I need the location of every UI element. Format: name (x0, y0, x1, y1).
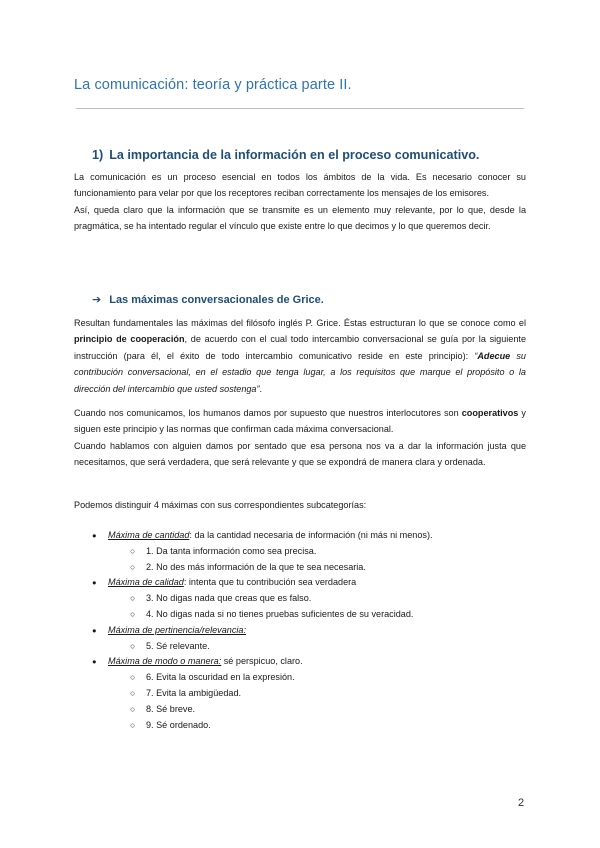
text-run: Resultan fundamentales las máximas del filósofo inglés P. Grice. Éstas estructuran lo que se conoce como el (74, 318, 526, 328)
maxim-desc: : intenta que tu contribución sea verdadera (183, 577, 357, 588)
text-run: , de acuerdo con el cual todo intercambio conversacional se guía por la siguiente instrucción (para él, el éxito de todo intercambio comunicativo reside en este principio): (74, 334, 527, 361)
cooperation-paragraphs (74, 405, 526, 471)
list-intro (74, 497, 526, 513)
paragraph: Podemos distinguir 4 máximas con sus correspondientes subcategorías: (74, 500, 367, 510)
arrow-icon: ➔ (92, 294, 102, 306)
list-item (92, 528, 522, 575)
paragraph: Cuando hablamos con alguien damos por sentado que esa persona nos va a dar la información justa que necesitamos, que será verdadera, que será relevante y que se expondrá de manera clara y ordenada. (74, 440, 526, 468)
text-run: . (259, 383, 263, 394)
bold-term: cooperativos (461, 408, 519, 418)
paragraph (74, 405, 526, 438)
sub-list (108, 670, 522, 733)
sub-list-item: ○ 9. Sé ordenado. (108, 718, 522, 734)
sub-list (108, 639, 522, 655)
sub-list-item: ○ 6. Evita la oscuridad en la expresión. (108, 670, 522, 686)
sub-list-item: ○ 5. Sé relevante. (108, 639, 522, 655)
page-number: 2 (518, 797, 525, 809)
text-run: Cuando nos comunicamos, los humanos damos por supuesto que nuestros interlocutores son (74, 408, 462, 418)
subsection-heading-text: Las máximas conversacionales de Grice. (109, 294, 324, 306)
maxim-name: Máxima de modo o manera: (108, 656, 222, 667)
paragraph (74, 315, 526, 397)
quote-mark: “ (474, 350, 478, 361)
section1-body (74, 169, 526, 235)
sub-list-item: ○ 4. No digas nada si no tienes pruebas suficientes de su veracidad. (108, 607, 522, 623)
sub-list-item: ○ 2. No des más información de la que te sea necesaria. (108, 560, 522, 576)
sub-list (108, 544, 522, 576)
list-item (92, 654, 522, 733)
sub-list (108, 591, 522, 623)
maxim-desc: sé perspicuo, claro. (221, 656, 303, 667)
sub-list-item: ○ 3. No digas nada que creas que es falso. (108, 591, 522, 607)
maxims-list (92, 528, 522, 733)
subsection-heading (92, 293, 324, 306)
quote-bold: Adecue (477, 350, 511, 361)
quote-text: su contribución conversacional, en el estadio que tenga lugar, a los requisitos que marque el propósito o la dirección del intercambio que usted sostenga” (74, 350, 526, 394)
paragraph: La comunicación es un proceso esencial en todos los ámbitos de la vida. Es necesario conocer su funcionamiento para velar por que los receptores reciban correctamente los mensajes de los emisores. (74, 172, 526, 199)
grice-paragraph (74, 315, 526, 397)
paragraph: Así, queda claro que la información que se transmite es un elemento muy relevante, por lo que, desde la pragmática, se ha intentado regular el vínculo que existe entre lo que decimos y lo que queremos decir. (74, 204, 526, 232)
section-number: 1) (92, 148, 104, 162)
section-heading-text: La importancia de la información en el proceso comunicativo. (109, 148, 480, 162)
sub-list-item: ○ 1. Da tanta información como sea precisa. (108, 544, 522, 560)
list-item (92, 623, 522, 655)
sub-list-item: ○ 8. Sé breve. (108, 702, 522, 718)
maxim-name: Máxima de cantidad (108, 530, 190, 540)
title-divider (76, 108, 524, 109)
list-item (92, 575, 522, 622)
sub-list-item: ○ 7. Evita la ambigüedad. (108, 686, 522, 702)
section-heading-1 (92, 148, 479, 162)
bold-term: principio de cooperación (74, 334, 185, 345)
document-title: La comunicación: teoría y práctica parte II. (74, 77, 352, 93)
maxim-name: Máxima de calidad (108, 577, 184, 588)
maxim-name: Máxima de pertinencia/relevancia: (108, 624, 246, 635)
text-run: y siguen este principio y las normas que confirman cada máxima conversacional. (74, 408, 526, 435)
maxim-desc: : da la cantidad necesaria de información (ni más ni menos). (189, 530, 433, 540)
